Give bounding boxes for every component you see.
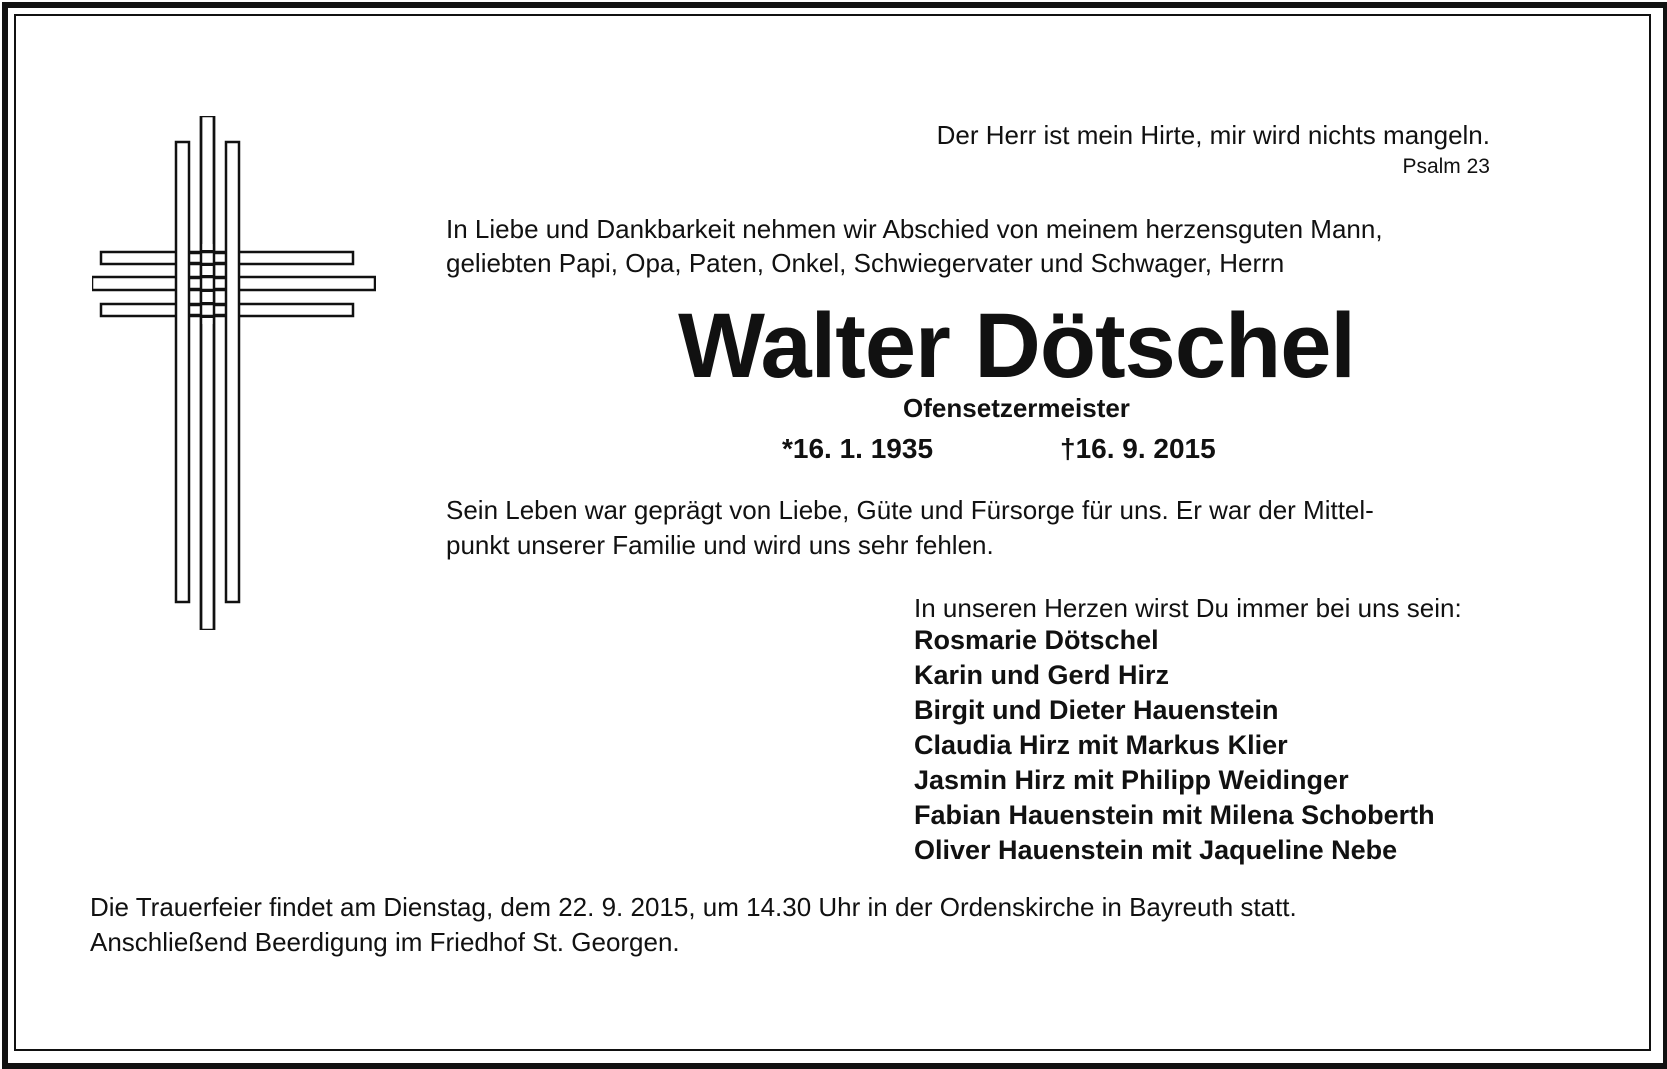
mourner-name: Birgit und Dieter Hauenstein: [914, 695, 1279, 725]
psalm-quote: Der Herr ist mein Hirte, mir wird nichts mangeln.: [936, 120, 1490, 150]
deceased-profession: Ofensetzermeister: [903, 393, 1130, 423]
intro-line-1: In Liebe und Dankbarkeit nehmen wir Abschied von meinem herzensguten Mann,: [446, 214, 1383, 244]
birth-date: *16. 1. 1935: [782, 433, 934, 464]
mourner-name: Karin und Gerd Hirz: [914, 660, 1170, 690]
mourner-name: Rosmarie Dötschel: [914, 625, 1159, 655]
death-date: †16. 9. 2015: [1060, 433, 1216, 464]
life-text: [446, 493, 1374, 563]
mourner-name: Jasmin Hirz mit Philipp Weidinger: [914, 765, 1349, 795]
funeral-line-1: Die Trauerfeier findet am Dienstag, dem 22. 9. 2015, um 14.30 Uhr in der Ordenskirche in Bayreuth statt.: [90, 892, 1297, 922]
funeral-line-2: Anschließend Beerdigung im Friedhof St. Georgen.: [90, 927, 680, 957]
mourners-intro: In unseren Herzen wirst Du immer bei uns sein:: [914, 593, 1462, 623]
funeral-info: [90, 890, 1297, 960]
life-line-1: Sein Leben war geprägt von Liebe, Güte und Fürsorge für uns. Er war der Mittel-: [446, 495, 1374, 525]
cross-icon: [92, 116, 376, 630]
life-line-2: punkt unserer Familie und wird uns sehr fehlen.: [446, 530, 994, 560]
intro-text: [446, 212, 1383, 280]
psalm-reference: Psalm 23: [1402, 155, 1490, 178]
mourners-list: [914, 623, 1435, 868]
mourner-name: Fabian Hauenstein mit Milena Schoberth: [914, 800, 1435, 830]
mourner-name: Oliver Hauenstein mit Jaqueline Nebe: [914, 835, 1398, 865]
intro-line-2: geliebten Papi, Opa, Paten, Onkel, Schwiegervater und Schwager, Herrn: [446, 248, 1285, 278]
mourner-name: Claudia Hirz mit Markus Klier: [914, 730, 1288, 760]
deceased-name: Walter Dötschel: [678, 295, 1355, 397]
